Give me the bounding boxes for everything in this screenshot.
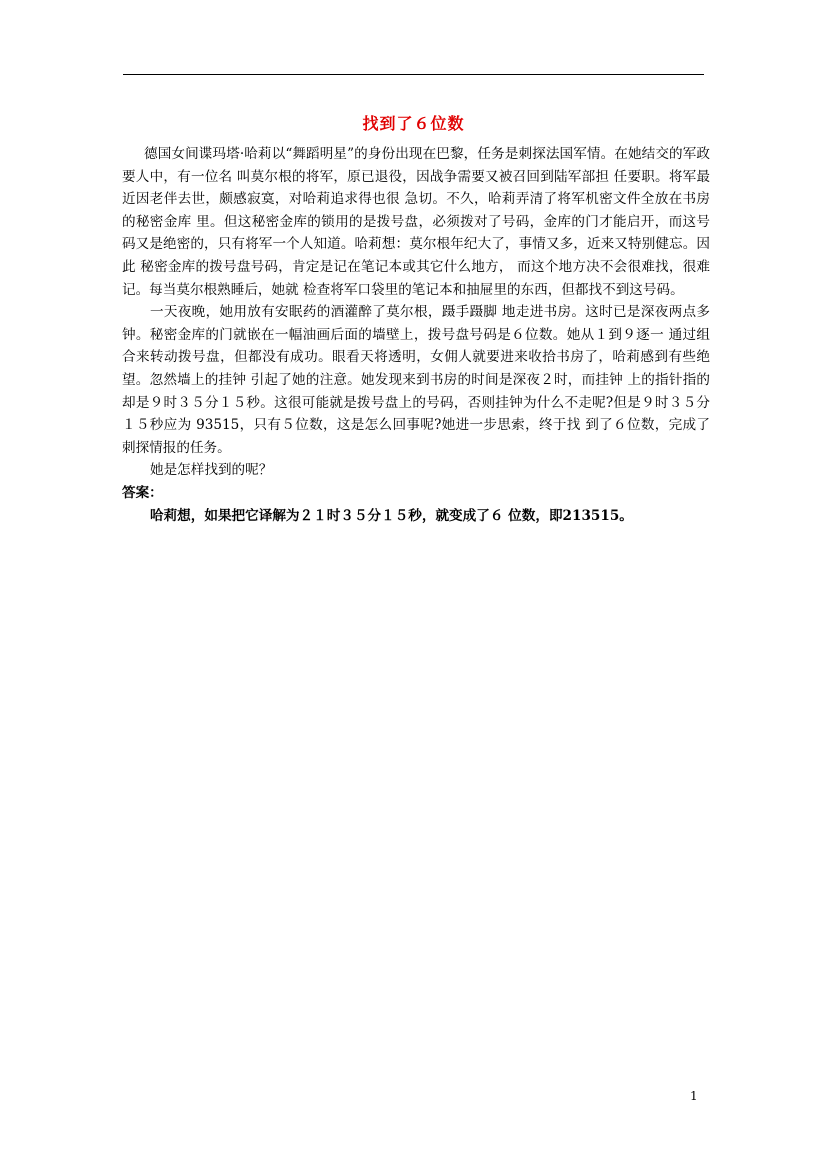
document-title: 找到了６位数 [362,114,465,133]
document-body [122,143,710,527]
page-number: 1 [690,1089,698,1103]
question-paragraph: 她是怎样找到的呢？ [150,462,273,479]
answer-text: 哈莉想，如果把它译解为２１时３５分１５秒，就变成了６ 位数，即213515。 [150,507,633,524]
header-rule [123,74,704,75]
answer-label: 答案： [122,484,163,501]
paragraph-2: 一天夜晚，她用放有安眠药的酒灌醉了莫尔根，蹑手蹑脚 地走进书房。这时已是深夜两点多钟。秘密金库的门就嵌在一幅油画后面的墙壁上，拨号盘号码是６位数。她从１到９逐一 通过组合来转动拨号盘，但都没有成功。眼看天将透明，女佣人就要进来收拾书房了，哈莉感到有些绝望。忽然墙上的挂钟 引起了她的注意。她发现来到书房的时间是深夜２时，而挂钟 上的指针指的却是９时３５分１５秒。这很可能就是拨号盘上的号码，否则挂钟为什么不走呢?但是９时３５分１５秒应为 93515，只有５位数，这是怎么回事呢?她进一步思索，终于找 到了６位数，完成了刺探情报的任务。 [122,304,710,456]
paragraph-1: 德国女间谍玛塔·哈莉以“舞蹈明星”的身份出现在巴黎，任务是刺探法国军情。在她结交的军政要人中，有一位名 叫莫尔根的将军，原已退役，因战争需要又被召回到陆军部担 任要职。将军最近因老伴去世，颇感寂寞，对哈莉追求得也很 急切。不久，哈莉弄清了将军机密文件全放在书房的秘密金库 里。但这秘密金库的锁用的是拨号盘，必须拨对了号码，金库的门才能启开，而这号码又是绝密的，只有将军一个人知道。哈莉想：莫尔根年纪大了，事情又多，近来又特别健忘。因此 秘密金库的拨号盘号码，肯定是记在笔记本或其它什么地方， 而这个地方决不会很难找，很难记。每当莫尔根熟睡后，她就 检查将军口袋里的笔记本和抽屉里的东西，但都找不到这号码。 [122,146,710,298]
